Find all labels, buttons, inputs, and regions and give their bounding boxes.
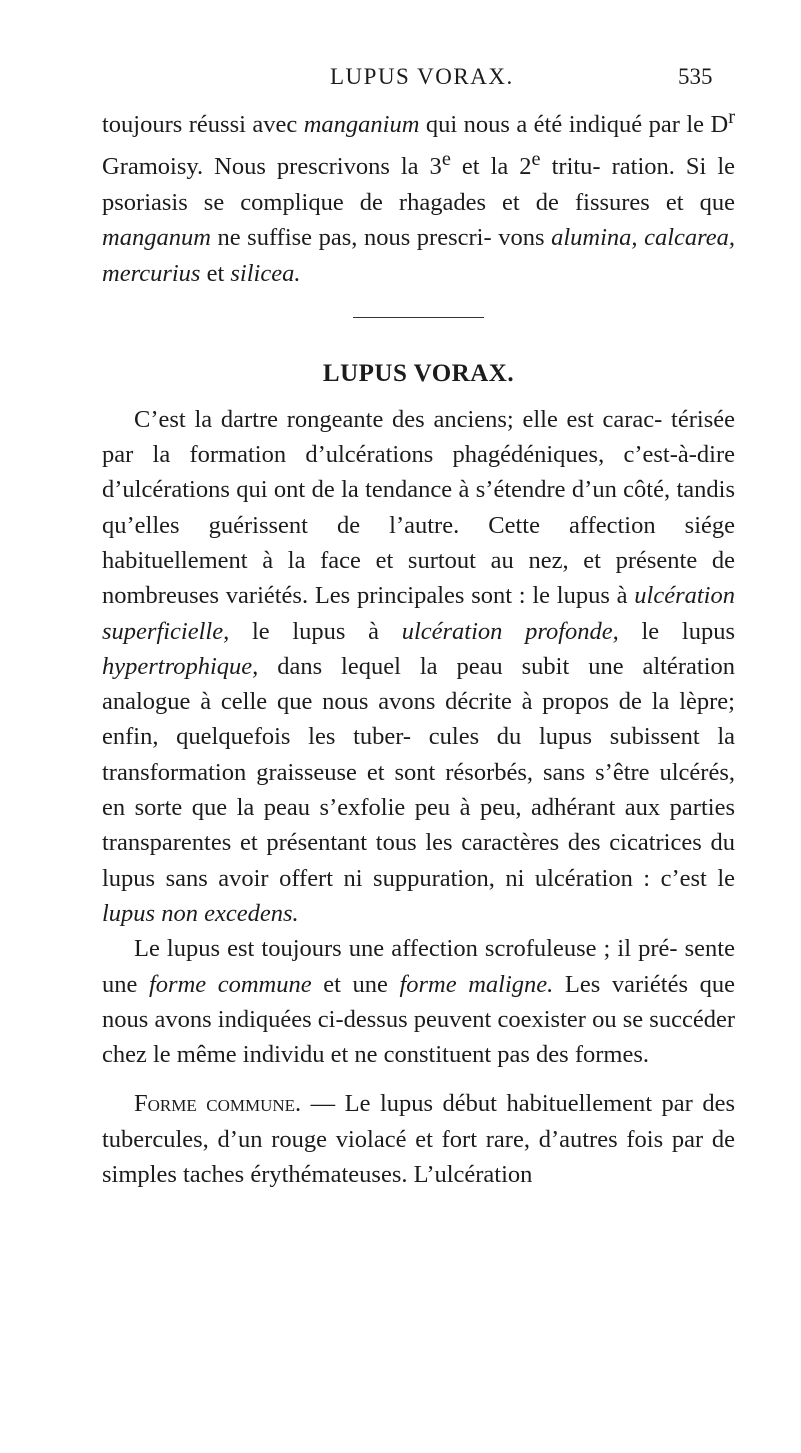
running-head (0, 64, 801, 94)
body-text (102, 100, 735, 1192)
intro-paragraph: toujours réussi avec manganium qui nous a été indiqué par le $D^r$ Gramoisy. Nous prescrivons la 3e et la 2e tritu- ration. Si le psoriasis se complique de rhagades et de fissures et que manganum ne suffise pas, nous prescri- vons alumina, calcarea, mercurius et silicea. (102, 106, 736, 287)
paragraph-forms: Le lupus est toujours une affection scrofuleuse ; il pré- sente une forme commune et une forme maligne. Les variétés que nous avons indiquées ci-dessus peuvent coexister ou se succéder chez le même individu et ne constituent pas des formes. (102, 935, 735, 1069)
page-number: 535 (678, 64, 713, 89)
paragraph-gap (102, 1072, 735, 1086)
section-title: LUPUS VORAX. (322, 359, 515, 387)
subsection-heading: Forme commune. (134, 1090, 302, 1118)
section-separator-rule (353, 317, 484, 318)
running-title: LUPUS VORAX. (330, 64, 514, 89)
paragraph-definition: C’est la dartre rongeante des anciens; elle est carac- térisée par la formation d’ulcérations phagédéniques, c’est-à-dire d’ulcérations qui ont de la tendance à s’étendre d’un côté, tandis qu’elles guérissent de l’autre. Cette affection siége habituellement à la face et surtout au nez, et présente de nombreuses variétés. Les principales sont : le lupus à ulcération superficielle, le lupus à ulcération profonde, le lupus hypertrophique, dans lequel la peau subit une altération analogue à celle que nous avons décrite à propos de la lèpre; enfin, quelquefois les tuber- cules du lupus subissent la transformation graisseuse et sont résorbés, sans s’être ulcérés, en sorte que la peau s’exfolie peu à peu, adhérant aux parties transparentes et présentant tous les caractères des cicatrices du lupus sans avoir offert ni suppuration, ni ulcération : c’est le lupus non excedens. (102, 405, 735, 927)
paragraph-forme-commune: Forme commune. — Le lupus début habituellement par des tubercules, d’un rouge violacé et fort rare, d’autres fois par de simples taches érythémateuses. L’ulcération (102, 1090, 735, 1189)
